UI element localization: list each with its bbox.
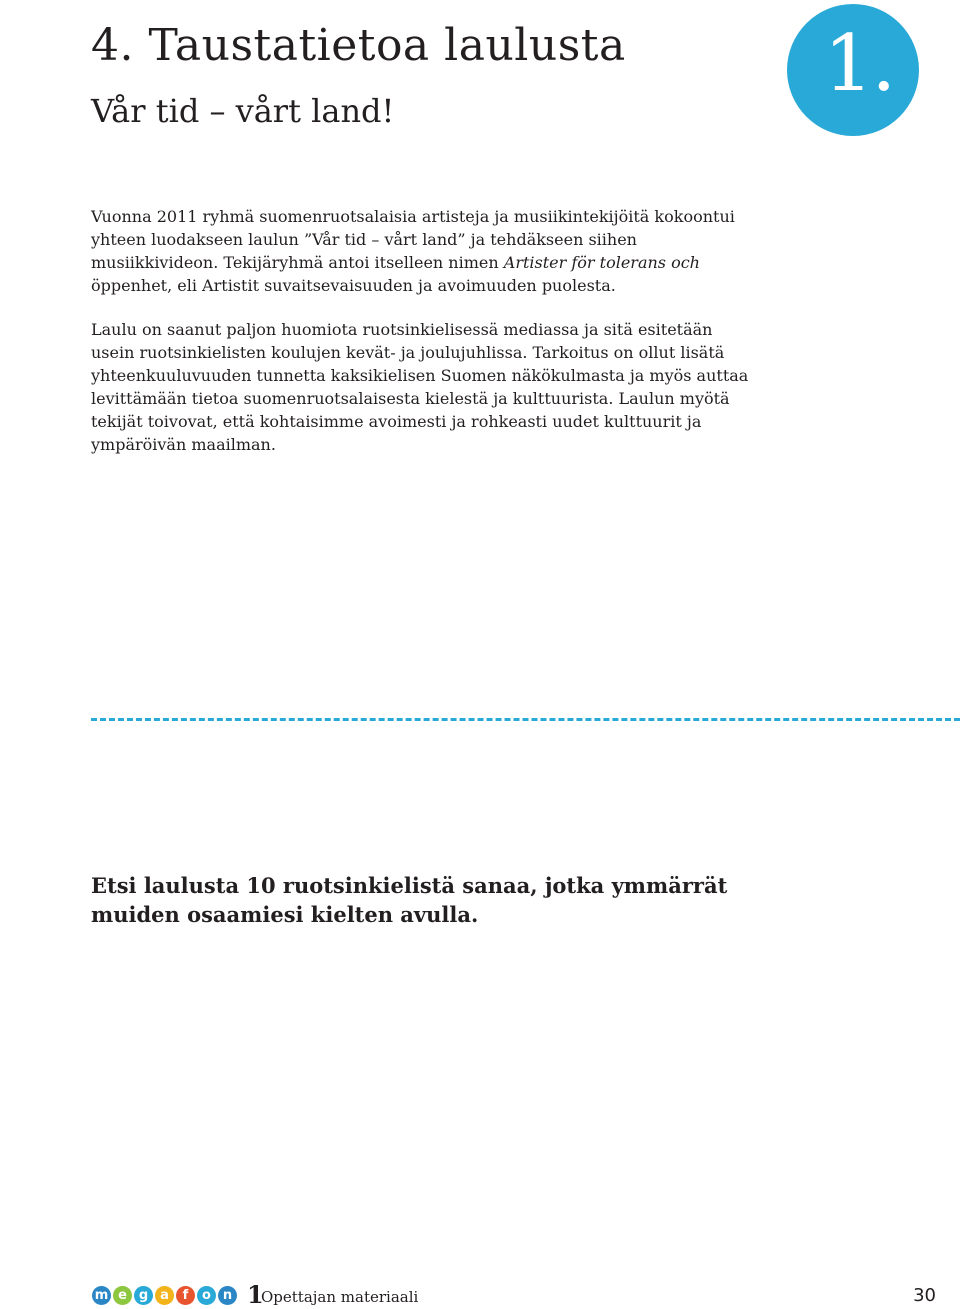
intro-paragraph (91, 205, 751, 297)
logo-letter: f (176, 1286, 195, 1305)
logo-letter: e (113, 1286, 132, 1305)
song-title: Vår tid – vårt land! (91, 92, 395, 130)
footer-label: Opettajan materiaali (261, 1288, 419, 1306)
page-number: 30 (913, 1285, 936, 1306)
background-paragraph: Laulu on saanut paljon huomiota ruotsinkielisessä mediassa ja sitä esitetään usein ruotsinkielisten koulujen kevät- ja joulujuhlissa. Tarkoitus on ollut lisätä yhteenkuuluvuuden tunnetta kaksikielisen Suomen näkökulmasta ja myös auttaa levittämään tietoa suomenruotsalaisesta kielestä ja kulttuurista. Laulun myötä tekijät toivovat, että kohtaisimme avoimesti ja rohkeasti uudet kulttuurit ja ympäröivän maailman. (91, 320, 749, 454)
dashed-divider (91, 718, 960, 721)
logo-letter: m (92, 1286, 111, 1305)
page-title: 4. Taustatietoa laulusta (91, 20, 626, 71)
logo-level: 1 (247, 1280, 264, 1309)
logo-letter: o (197, 1286, 216, 1305)
logo-letter: a (155, 1286, 174, 1305)
logo-letter: g (134, 1286, 153, 1305)
chapter-badge (787, 4, 919, 136)
megafon-logo (92, 1282, 264, 1308)
intro-text-start: Vuonna 2011 ryhmä suomenruotsalaisia artisteja ja musiikintekijöitä kokoontui yhteen luodakseen laulun ”Vår tid – vårt land” ja tehdäkseen siihen musiikkivideon. Tekijäryhmä antoi itselleen nimen (91, 207, 735, 272)
intro-text-end: öppenhet, eli Artistit suvaitsevaisuuden ja avoimuuden puolesta. (91, 276, 616, 295)
task-instruction: Etsi laulusta 10 ruotsinkielistä sanaa, jotka ymmärrät muiden osaamiesi kielten avulla. (91, 873, 728, 927)
logo-letter: n (218, 1286, 237, 1305)
chapter-number: 1. (823, 19, 895, 109)
group-name-italic: Artister för tolerans och (503, 253, 700, 272)
